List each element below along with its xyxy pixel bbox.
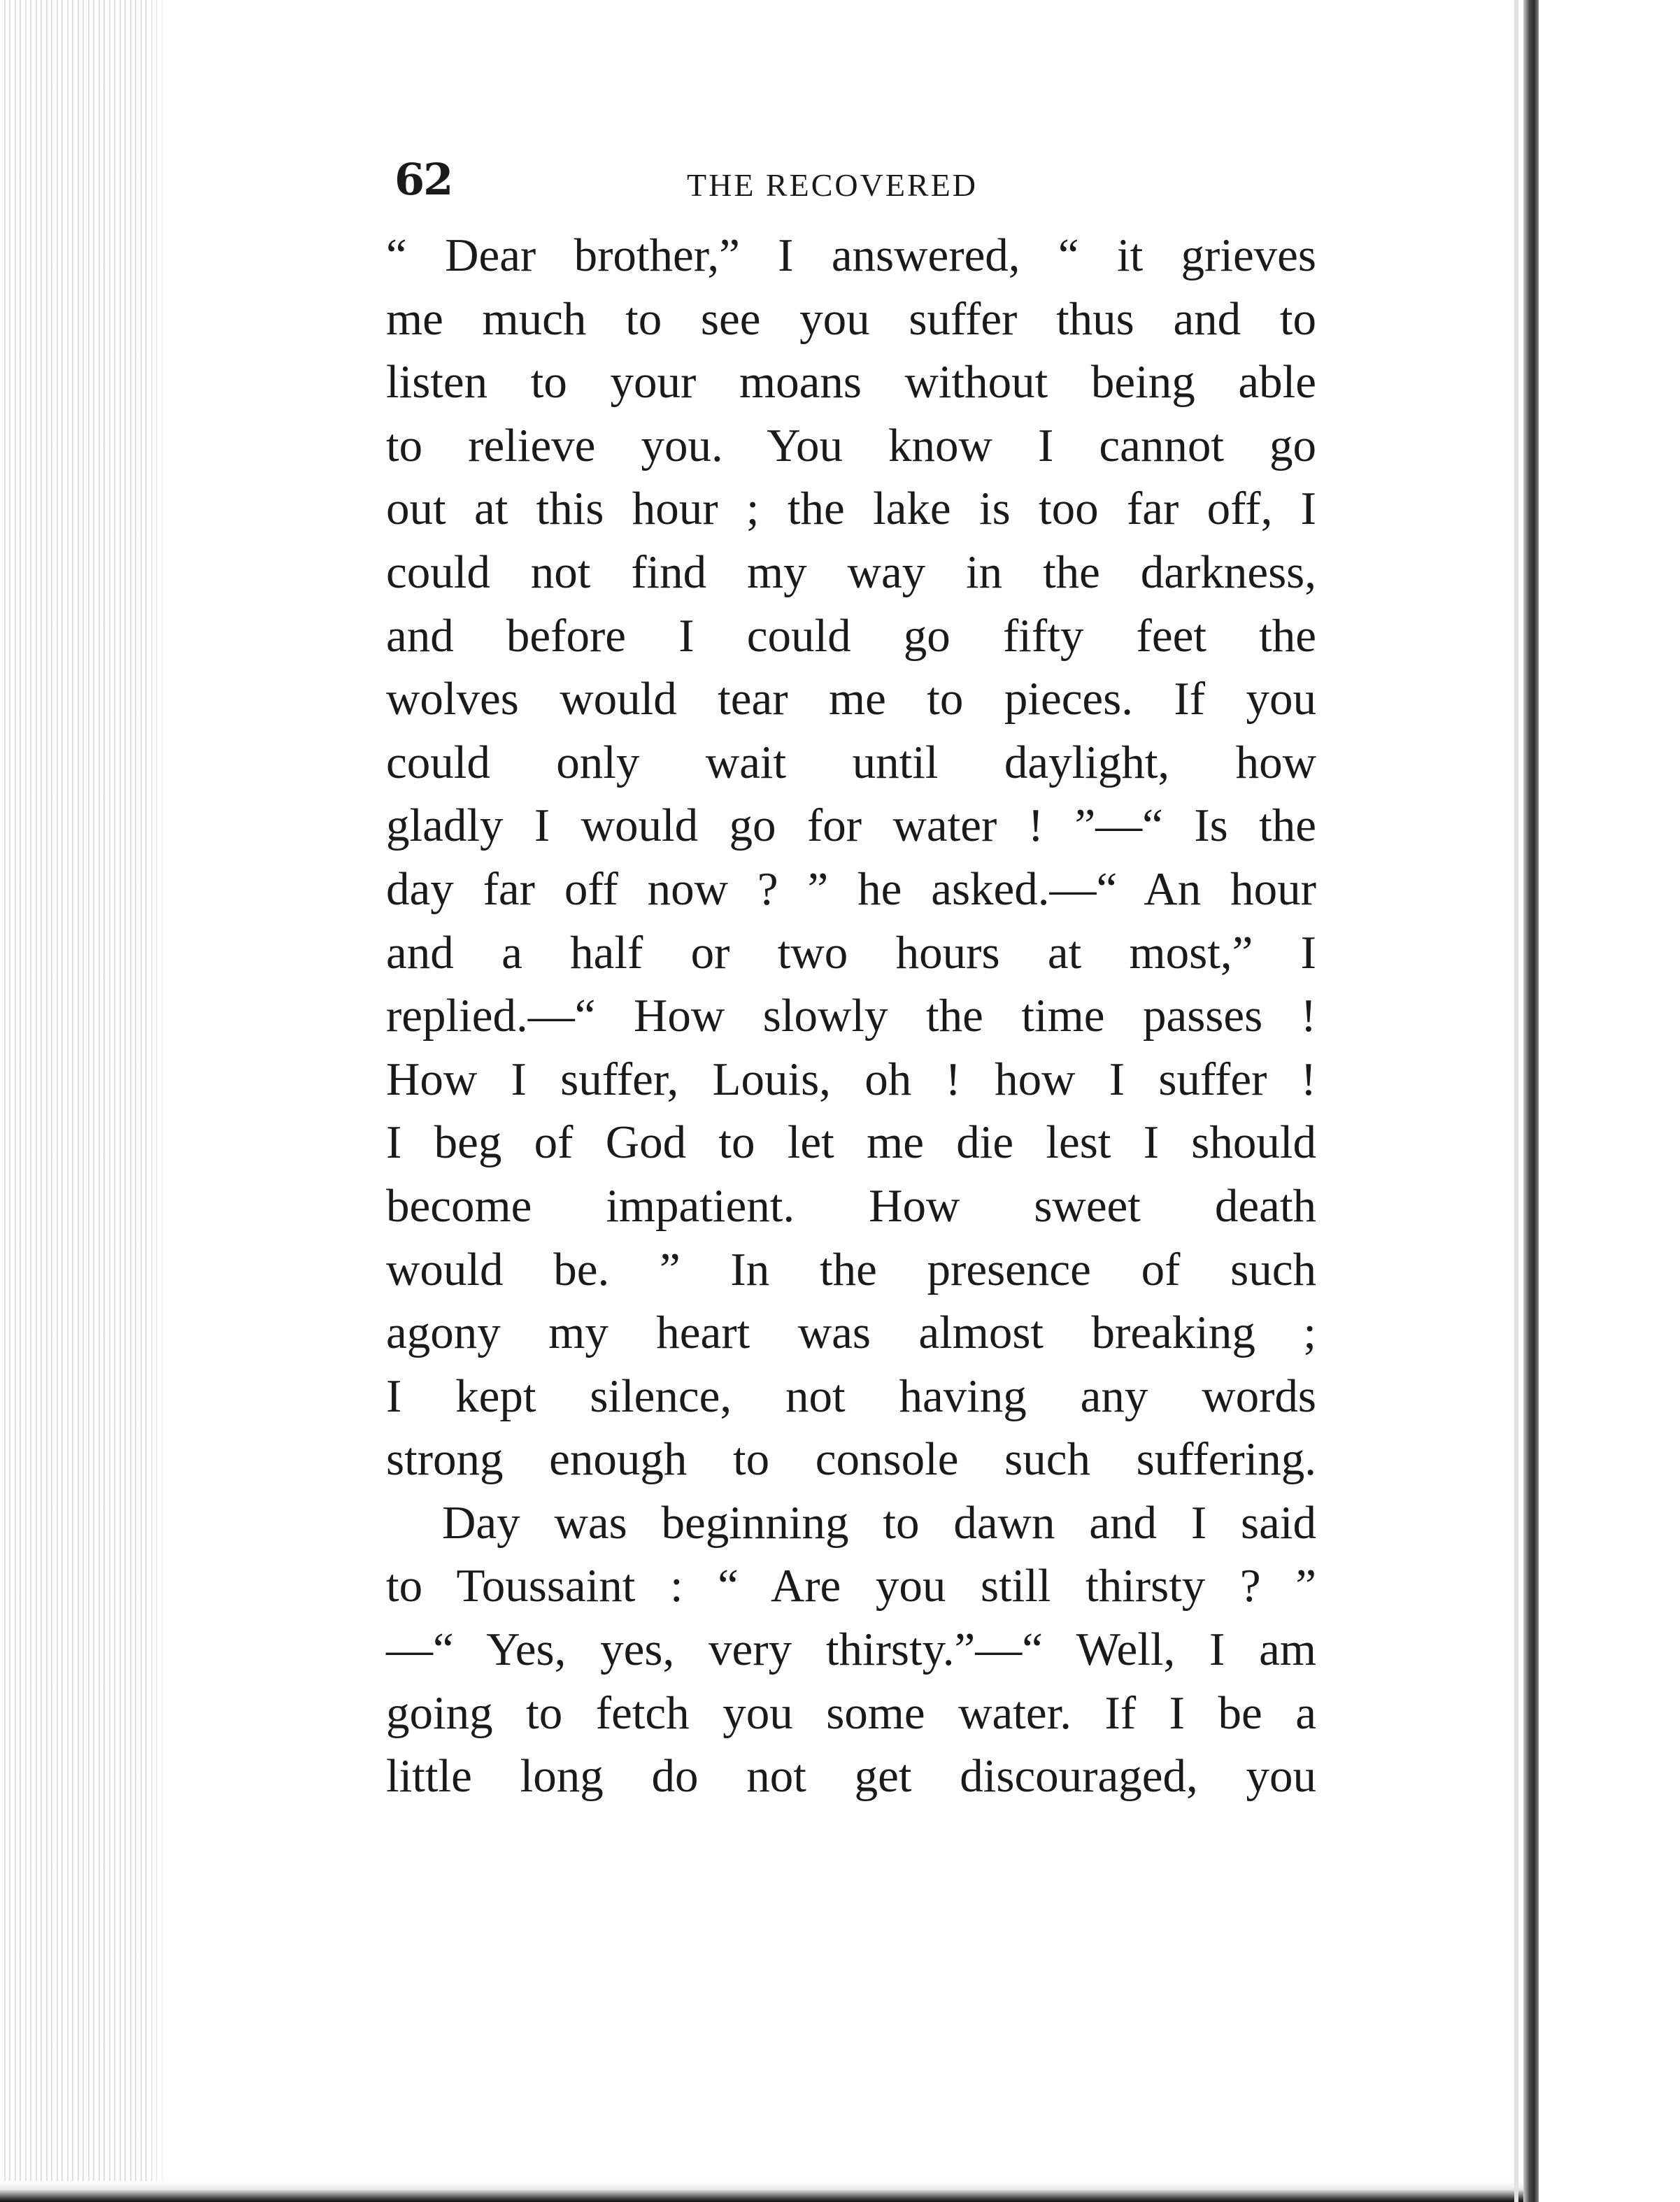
- text-line: “ Dear brother,” I answered, “ it grieves: [386, 229, 1316, 281]
- text-line: and before I could go fifty feet the: [386, 609, 1316, 662]
- body-text: [386, 224, 1316, 1808]
- text-line: to Toussaint : “ Are you still thirsty ? ”: [386, 1560, 1316, 1612]
- book-page: [386, 154, 1316, 1808]
- text-line: become impatient. How sweet death: [386, 1179, 1316, 1232]
- text-line: little long do not get discouraged, you: [386, 1750, 1316, 1803]
- text-line: strong enough to console such suffering.: [386, 1433, 1316, 1486]
- text-line: listen to your moans without being able: [386, 356, 1316, 409]
- text-line: wolves would tear me to pieces. If you: [386, 673, 1316, 725]
- page-gutter-line: [1514, 0, 1518, 2202]
- book-right-edge: [1523, 0, 1539, 2202]
- running-title: THE RECOVERED: [687, 167, 978, 203]
- text-line: How I suffer, Louis, oh ! how I suffer !: [386, 1053, 1316, 1105]
- text-line: out at this hour ; the lake is too far off, I: [386, 483, 1316, 535]
- page-number: 62: [394, 154, 453, 205]
- book-page-edges: [0, 0, 168, 2202]
- text-line: could only wait until daylight, how: [386, 736, 1316, 788]
- text-line: —“ Yes, yes, very thirsty.”—“ Well, I am: [386, 1624, 1316, 1676]
- text-line: agony my heart was almost breaking ;: [386, 1307, 1316, 1359]
- paragraph-start-line: Day was beginning to dawn and I said: [442, 1496, 1316, 1549]
- text-line: would be. ” In the presence of such: [386, 1243, 1316, 1295]
- book-bottom-edge: [0, 2181, 1539, 2202]
- text-line: day far off now ? ” he asked.—“ An hour: [386, 862, 1316, 915]
- text-line: to relieve you. You know I cannot go: [386, 419, 1316, 471]
- text-line: replied.—“ How slowly the time passes !: [386, 990, 1316, 1042]
- text-line: I kept silence, not having any words: [386, 1370, 1316, 1422]
- text-line: me much to see you suffer thus and to: [386, 292, 1316, 345]
- running-head: [386, 154, 1316, 217]
- text-line: gladly I would go for water ! ”—“ Is the: [386, 800, 1316, 852]
- text-line: could not find my way in the darkness,: [386, 546, 1316, 598]
- text-line: going to fetch you some water. If I be a: [386, 1686, 1316, 1739]
- text-line: and a half or two hours at most,” I: [386, 926, 1316, 979]
- text-line: I beg of God to let me die lest I should: [386, 1116, 1316, 1169]
